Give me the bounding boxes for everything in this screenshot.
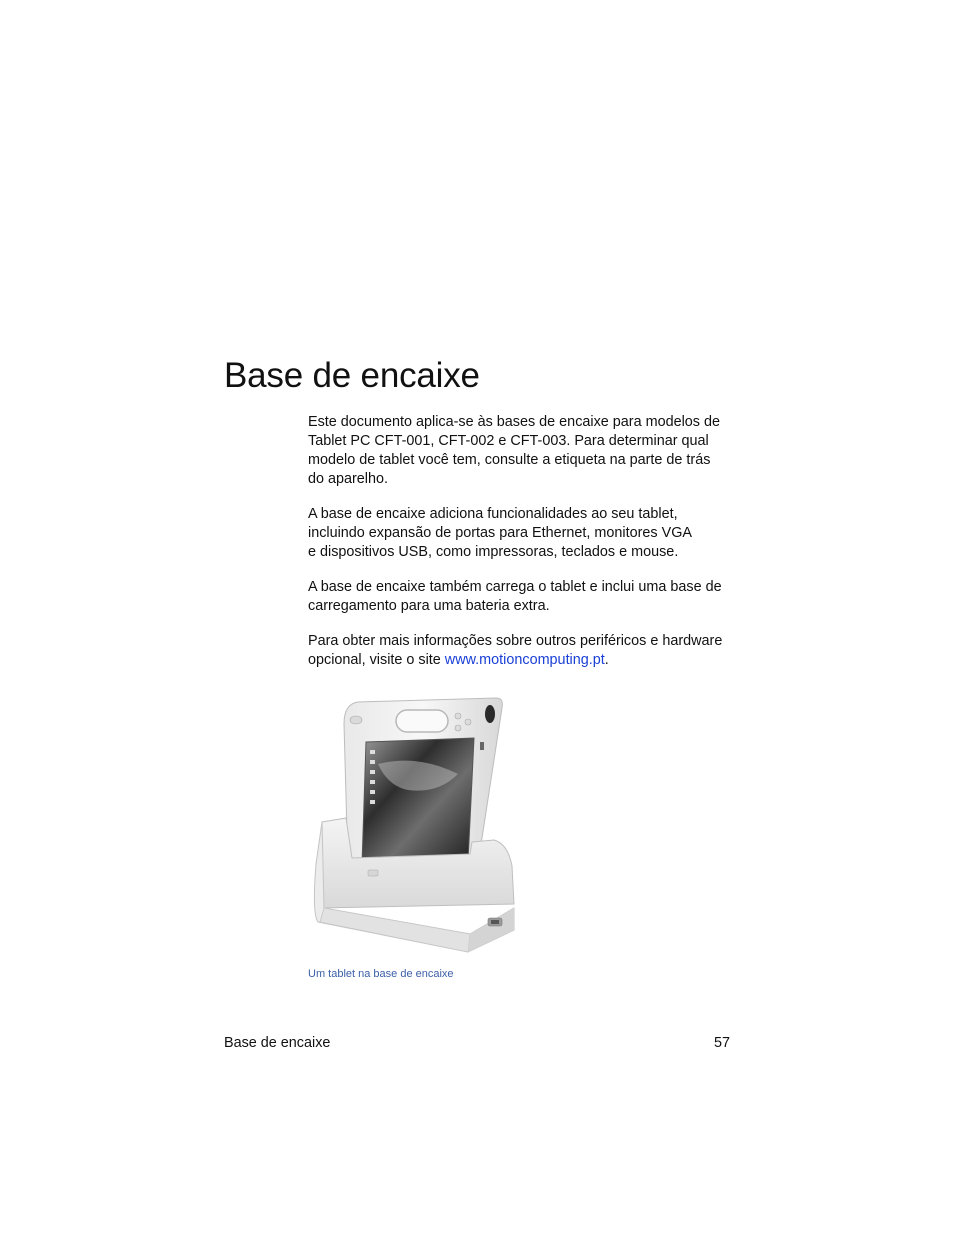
text-line: e dispositivos USB, como impressoras, teclados e mouse. — [308, 544, 679, 560]
website-link[interactable]: www.motioncomputing.pt — [444, 652, 605, 668]
text-fragment: . — [604, 652, 609, 668]
footer-section-title: Base de encaixe — [224, 1035, 331, 1051]
text-line: carregamento para uma bateria extra. — [308, 598, 550, 614]
text-line: do aparelho. — [308, 471, 389, 487]
text-line-with-link — [308, 651, 733, 670]
page-number: 57 — [713, 1035, 730, 1051]
text-line: Para obter mais informações sobre outros periféricos e hardware — [308, 633, 723, 649]
figure-caption: Um tablet na base de encaixe — [308, 968, 454, 980]
paragraph-3 — [308, 578, 733, 616]
body-text — [308, 413, 733, 686]
text-line: incluindo expansão de portas para Ethernet, monitores VGA — [308, 525, 692, 541]
text-line: Este documento aplica-se às bases de encaixe para modelos de — [308, 414, 720, 430]
text-line: modelo de tablet você tem, consulte a etiqueta na parte de trás — [308, 452, 711, 468]
paragraph-4 — [308, 632, 733, 670]
paragraph-2 — [308, 505, 733, 562]
tablet-dock-illustration — [308, 694, 524, 956]
text-line: A base de encaixe adiciona funcionalidades ao seu tablet, — [308, 506, 678, 522]
text-line: Tablet PC CFT-001, CFT-002 e CFT-003. Para determinar qual — [308, 433, 709, 449]
tablet-dock-photo — [308, 694, 524, 956]
text-fragment: opcional, visite o site — [308, 652, 445, 668]
page-title: Base de encaixe — [224, 356, 480, 395]
text-line: A base de encaixe também carrega o tablet e inclui uma base de — [308, 579, 722, 595]
paragraph-1 — [308, 413, 733, 489]
